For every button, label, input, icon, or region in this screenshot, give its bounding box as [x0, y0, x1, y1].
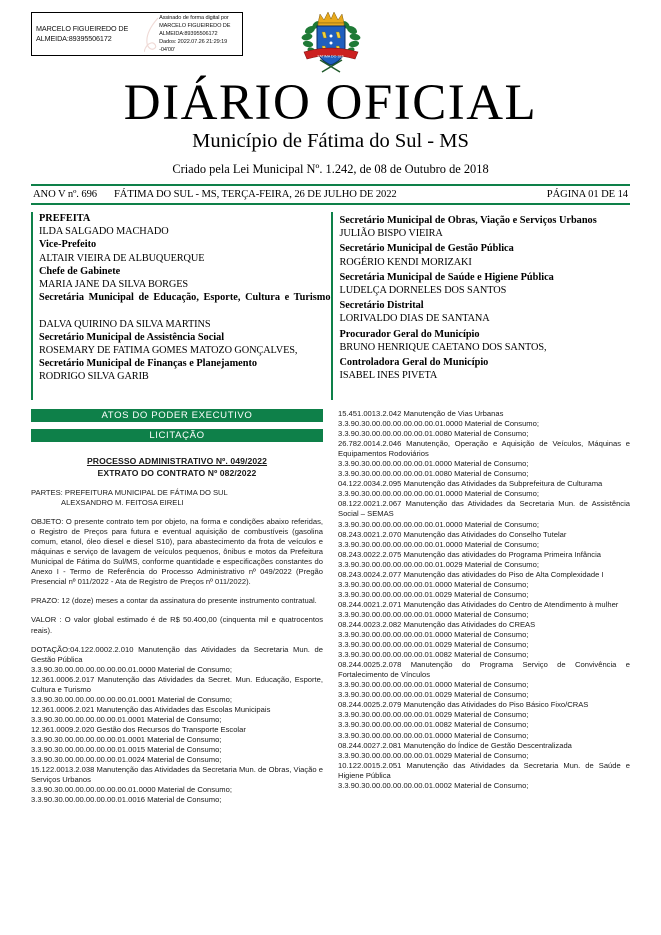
signature-subject-line1: MARCELO FIGUEIREDO DE [36, 24, 129, 33]
budget-line: 3.3.90.30.00.00.00.00.00.01.0000 Material de Consumo; [338, 459, 529, 469]
official-role: Vice-Prefeito [39, 239, 97, 251]
signature-subject-line2: ALMEIDA:89395506172 [36, 34, 112, 43]
masthead [31, 75, 630, 177]
budget-line: 3.3.90.30.00.00.00.00.00.00.01.0029 Material de Consumo; [338, 559, 539, 569]
budget-line: 3.3.90.30.00.00.00.00.00.00.01.0000 Material de Consumo; [338, 489, 539, 499]
content-column-left [31, 409, 323, 805]
signature-flourish-icon [144, 17, 162, 53]
official-role: Procurador Geral do Município [339, 328, 480, 340]
signature-detail-line3: ALMEIDA:89395506172 [159, 31, 218, 37]
official-role: Secretário Municipal de Assistência Social [39, 331, 225, 343]
budget-line: 12.361.0006.2.021 Manutenção das Atividades das Escolas Municipais [31, 704, 271, 714]
budget-line: 26.782.0014.2.046 Manutenção, Operação e Aquisição de Veículos, Máquinas e Equipamentos Rodoviários [338, 439, 630, 459]
budget-line: 3.3.90.30.00.00.00.00.00.01.0024 Material de Consumo; [31, 755, 222, 765]
edition-page-indicator: PÁGINA 01 DE 14 [546, 189, 628, 200]
budget-line: 3.3.90.30.00.00.00.00.00.00.01.0000 Material de Consumo; [338, 519, 539, 529]
budget-line: 3.3.90.30.00.00.00.00.00.01.0001 Material de Consumo; [31, 734, 222, 744]
contract-extract-heading: EXTRATO DO CONTRATO Nº 082/2022 [97, 467, 257, 478]
official-name: RODRIGO SILVA GARIB [39, 371, 149, 383]
contract-parties-primary: PARTES: PREFEITURA MUNICIPAL DE FÁTIMA DO SUL [31, 488, 228, 497]
publication-subtitle: Município de Fátima do Sul - MS [192, 130, 469, 152]
edition-place-date: FÁTIMA DO SUL - MS, TERÇA-FEIRA, 26 DE JULHO DE 2022 [114, 189, 397, 200]
budget-line: 12.361.0006.2.017 Manutenção das Atividades da Secret. Mun. Educação, Esporte, Cultura e Turismo [31, 674, 323, 694]
contract-value-paragraph: VALOR : O valor global estimado é de R$ 50.400,00 (cinquenta mil e quatrocentos reais). [31, 615, 323, 635]
budget-line: 08.243.0022.2.075 Manutenção das atividades do Programa Primeira Infância [338, 549, 601, 559]
budget-line: 08.244.0025.2.079 Manutenção das Atividades do Piso Básico Fixo/CRAS [338, 700, 589, 710]
official-name: ILDA SALGADO MACHADO [39, 226, 169, 238]
process-number-heading: PROCESSO ADMINISTRATIVO Nº. 049/2022 [86, 456, 268, 466]
publication-title: DIÁRIO OFICIAL [123, 75, 538, 131]
budget-allocation-list-right [338, 409, 630, 791]
signature-detail-line1: Assinado de forma digital por [159, 15, 229, 21]
budget-line: 10.122.0015.2.051 Manutenção das Atividades da Secretaria Mun. de Saúde e Higiene Pública [338, 760, 630, 780]
budget-line: 08.244.0023.2.082 Manutenção das Atividades do CREAS [338, 619, 536, 629]
budget-line: 08.244.0021.2.071 Manutenção das Atividades do Centro de Atendimento à mulher [338, 599, 619, 609]
page-header [31, 0, 630, 78]
budget-line: 3.3.90.30.00.00.00.00.00.01.0000 Material de Consumo; [338, 730, 529, 740]
official-name: ISABEL INES PIVETA [339, 370, 438, 382]
budget-line: 04.122.0034.2.095 Manutenção das Atividades da Subprefeitura de Culturama [338, 479, 603, 489]
official-name: BRUNO HENRIQUE CAETANO DOS SANTOS, [339, 341, 547, 353]
coat-of-arms-icon [300, 8, 362, 74]
official-name: LUDELÇA DORNELES DOS SANTOS [339, 285, 507, 297]
budget-line: 3.3.90.30.00.00.00.00.00.00.01.0000 Material de Consumo; [338, 419, 539, 429]
budget-line: 3.3.90.30.00.00.00.00.00.01.0001 Material de Consumo; [31, 714, 222, 724]
official-role: Secretário Distrital [339, 300, 424, 312]
signature-detail-line4: Dados: 2022.07.26 21:29:19 -04'00' [159, 39, 228, 53]
budget-line: 3.3.90.30.00.00.00.00.00.01.0000 Material de Consumo; [338, 630, 529, 640]
edition-bar [31, 184, 630, 205]
budget-line: 3.3.90.30.00.00.00.00.00.01.0029 Material de Consumo; [338, 589, 529, 599]
official-role: Secretário Municipal de Gestão Pública [339, 243, 514, 255]
officials-column-left [31, 212, 331, 400]
budget-line: 3.3.90.30.00.00.00.00.00.01.0029 Material de Consumo; [338, 710, 529, 720]
budget-line: 08.243.0024.2.077 Manutenção das atividades do Piso de Alta Complexidade I [338, 569, 604, 579]
official-role: Secretária Municipal de Educação, Esporte, Cultura e Turismo [39, 292, 331, 304]
official-name: ROSEMARY DE FATIMA GOMES MATOZO GONÇALVES, [39, 345, 298, 357]
contract-parties-secondary: ALEXSANDRO M. FEITOSA EIRELI [61, 498, 184, 508]
edition-year-number: ANO V nº. 696 [33, 189, 97, 200]
official-role: Controladora Geral do Município [339, 357, 489, 369]
section-banner-executive: ATOS DO PODER EXECUTIVO [31, 409, 323, 422]
official-role: Secretária Municipal de Saúde e Higiene Pública [339, 271, 554, 283]
budget-line: 08.244.0027.2.081 Manutenção do Índice de Gestão Descentralizada [338, 740, 572, 750]
budget-line: 3.3.90.30.00.00.00.00.00.00.01.0000 Material de Consumo; [31, 664, 232, 674]
official-name: LORIVALDO DIAS DE SANTANA [339, 313, 490, 325]
budget-line: 3.3.90.30.00.00.00.00.00.00.01.0001 Material de Consumo; [31, 694, 232, 704]
content-columns [31, 409, 630, 805]
budget-line: 3.3.90.30.00.00.00.00.00.01.0000 Material de Consumo; [338, 609, 529, 619]
budget-line: 3.3.90.30.00.00.00.00.00.00.01.0000 Material de Consumo; [31, 785, 232, 795]
budget-line: 08.244.0025.2.078 Manutenção do Programa Serviço de Convivência e Fortalecimento de Vínculos [338, 660, 630, 680]
budget-line: 12.361.0009.2.020 Gestão dos Recursos do Transporte Escolar [31, 724, 246, 734]
svg-text:FATIMA DO SUL: FATIMA DO SUL [317, 54, 344, 59]
budget-line: 15.122.0013.2.038 Manutenção das Atividades da Secretaria Mun. de Obras, Viação e Serviços Urbanos [31, 765, 323, 785]
contract-object-paragraph: OBJETO: O presente contrato tem por objeto, na forma e condições abaixo referidas, o Registro de Preços para futura e eventual aquisição de combustíveis (gasolina comum, etanol, óleo diesel e diesel S10), para abastecimento da frota de veículos e máquinas e serviço de lavagem de veículos pequenos, ônibus e motos da Prefeitura Municipal de Fátima do Sul/MS, conforme quantidade e especificações constantes do Anexo I - Termo de Referência do Processo Administrativo nº 049/2022 (Pregão Presencial nº 011/2022 - Ata de Registro de Preços nº 011/2022). [31, 517, 323, 587]
budget-line: 3.3.90.30.00.00.00.00.00.01.0029 Material de Consumo; [338, 690, 529, 700]
official-name: ROGÉRIO KENDI MORIZAKI [339, 256, 472, 268]
official-name: MARIA JANE DA SILVA BORGES [39, 279, 189, 291]
official-role: PREFEITA [39, 213, 91, 224]
budget-line: 3.3.90.30.00.00.00.00.00.01.0016 Material de Consumo; [31, 795, 222, 805]
signature-subject [32, 24, 141, 44]
budget-line: 3.3.90.30.00.00.00.00.00.01.0082 Material de Consumo; [338, 720, 529, 730]
budget-line: 3.3.90.30.00.00.00.00.00.01.0000 Material de Consumo; [338, 579, 529, 589]
signature-detail-line2: MARCELO FIGUEIREDO DE [159, 23, 231, 29]
budget-line: 3.3.90.30.00.00.00.00.00.00.01.0000 Material de Consumo; [338, 539, 539, 549]
budget-line: 3.3.90.30.00.00.00.00.00.01.0082 Material de Consumo; [338, 650, 529, 660]
budget-line: 3.3.90.30.00.00.00.00.00.01.0015 Material de Consumo; [31, 745, 222, 755]
budget-line: 08.122.0021.2.067 Manutenção das Atividades da Secretaria Mun. de Assistência Social – SEMAS [338, 499, 630, 519]
budget-allocation-list-left [31, 645, 323, 806]
officials-column-right [331, 212, 631, 400]
contract-term-paragraph: PRAZO: 12 (doze) meses a contar da assinatura do presente instrumento contratual. [31, 596, 317, 606]
budget-line: 3.3.90.30.00.00.00.00.00.01.0002 Material de Consumo; [338, 780, 529, 790]
budget-line: 08.243.0021.2.070 Manutenção das Atividades do Conselho Tutelar [338, 529, 567, 539]
official-role: Chefe de Gabinete [39, 265, 121, 277]
official-role: Secretário Municipal de Obras, Viação e Serviços Urbanos [339, 215, 597, 226]
budget-line: 3.3.90.30.00.00.00.00.00.01.0080 Material de Consumo; [338, 429, 529, 439]
official-role: Secretário Municipal de Finanças e Planejamento [39, 358, 258, 370]
budget-line: DOTAÇÃO:04.122.0002.2.010 Manutenção das Atividades da Secretaria Mun. de Gestão Pública [31, 644, 323, 664]
budget-line: 15.451.0013.2.042 Manutenção de Vias Urbanas [338, 409, 504, 418]
digital-signature-stamp [31, 12, 243, 56]
official-name: JULIÃO BISPO VIEIRA [339, 228, 443, 240]
budget-line: 3.3.90.30.00.00.00.00.00.01.0029 Material de Consumo; [338, 750, 529, 760]
official-name: ALTAIR VIEIRA DE ALBUQUERQUE [39, 252, 205, 264]
budget-line: 3.3.90.30.00.00.00.00.00.01.0080 Material de Consumo; [338, 469, 529, 479]
content-column-right [338, 409, 630, 805]
publication-law-line: Criado pela Lei Municipal Nº. 1.242, de 08 de Outubro de 2018 [172, 162, 489, 176]
section-banner-bidding: LICITAÇÃO [31, 429, 323, 442]
official-name: DALVA QUIRINO DA SILVA MARTINS [39, 318, 211, 330]
budget-line: 3.3.90.30.00.00.00.00.00.01.0029 Material de Consumo; [338, 640, 529, 650]
officials-block [31, 212, 630, 400]
budget-line: 3.3.90.30.00.00.00.00.00.01.0000 Material de Consumo; [338, 680, 529, 690]
